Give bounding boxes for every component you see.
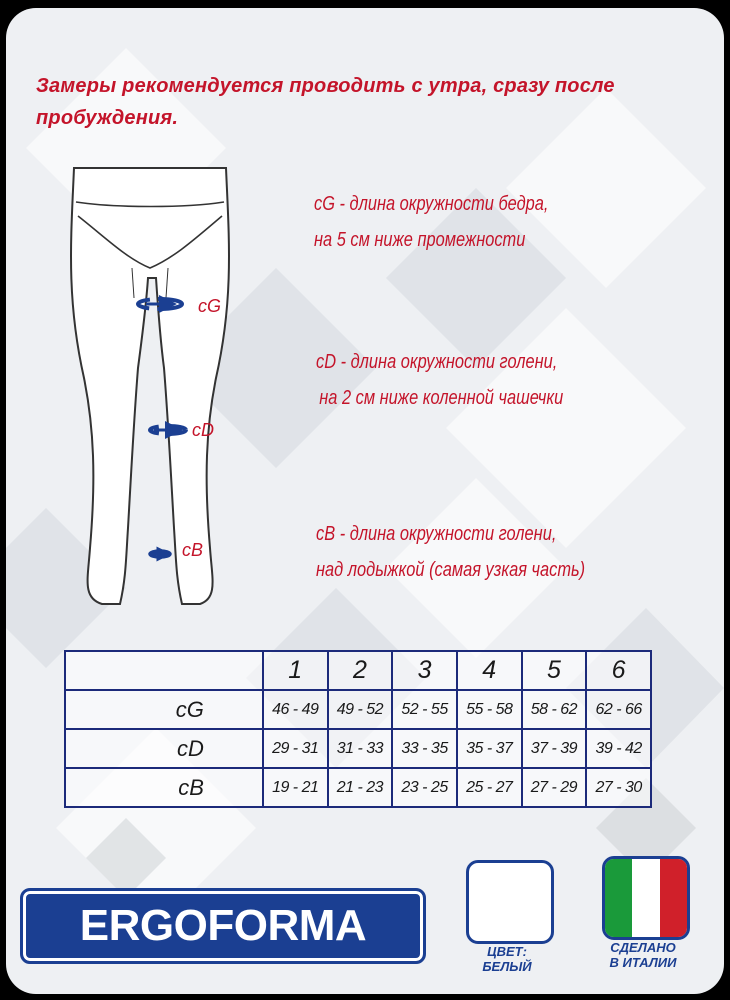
row-label-cd: cD [65,729,263,768]
flag-stripe-white [632,859,659,937]
size-header-2: 2 [328,651,393,690]
flag-stripe-green [605,859,632,937]
table-cell: 49 - 52 [328,690,393,729]
italy-flag-icon [602,856,690,940]
origin-caption-line1: СДЕЛАНО [610,940,676,955]
table-cell: 55 - 58 [457,690,522,729]
table-cell: 27 - 30 [586,768,651,807]
table-cell: 23 - 25 [392,768,457,807]
cd-description-line1: cD - длина окружности голени, [316,351,558,373]
table-row [65,690,651,729]
cg-description-line1: cG - длина окружности бедра, [314,193,549,215]
table-cell: 29 - 31 [263,729,328,768]
color-caption [462,944,552,974]
size-header-1: 1 [263,651,328,690]
cd-description-line2: на 2 см ниже коленной чашечки [319,387,564,409]
flag-stripe-red [660,859,687,937]
size-table [64,650,652,808]
size-header-5: 5 [522,651,587,690]
table-cell: 19 - 21 [263,768,328,807]
size-header-4: 4 [457,651,522,690]
leg-label-cb: cB [182,540,204,560]
table-cell: 46 - 49 [263,690,328,729]
table-cell: 25 - 27 [457,768,522,807]
color-caption-line1: ЦВЕТ: [487,944,527,959]
size-header-row [65,651,651,690]
size-header-3: 3 [392,651,457,690]
table-row [65,729,651,768]
table-corner-cell [65,651,263,690]
table-cell: 21 - 23 [328,768,393,807]
cb-description [316,516,585,588]
table-row [65,768,651,807]
origin-caption [590,940,696,970]
table-cell: 58 - 62 [522,690,587,729]
size-chart-card [6,8,724,994]
origin-caption-line2: В ИТАЛИИ [609,955,677,970]
row-label-cb: cB [65,768,263,807]
cd-description [316,344,563,416]
table-cell: 33 - 35 [392,729,457,768]
size-header-6: 6 [586,651,651,690]
table-cell: 27 - 29 [522,768,587,807]
table-cell: 62 - 66 [586,690,651,729]
brand-logo: ERGOFORMA [20,888,426,964]
table-cell: 52 - 55 [392,690,457,729]
cb-description-line1: cB - длина окружности голени, [316,523,557,545]
table-cell: 37 - 39 [522,729,587,768]
cg-description [314,186,548,258]
row-label-cg: cG [65,690,263,729]
table-cell: 31 - 33 [328,729,393,768]
table-cell: 35 - 37 [457,729,522,768]
cg-description-line2: на 5 см ниже промежности [314,229,526,251]
color-swatch-white [466,860,554,944]
table-cell: 39 - 42 [586,729,651,768]
intro-text: Замеры рекомендуется проводить с утра, сразу после пробуждения. [36,75,615,129]
color-caption-line2: БЕЛЫЙ [482,959,532,974]
legs-illustration [46,158,246,618]
leg-label-cg: cG [198,296,222,316]
cb-description-line2: над лодыжкой (самая узкая часть) [316,559,586,581]
leg-label-cd: cD [192,420,214,440]
